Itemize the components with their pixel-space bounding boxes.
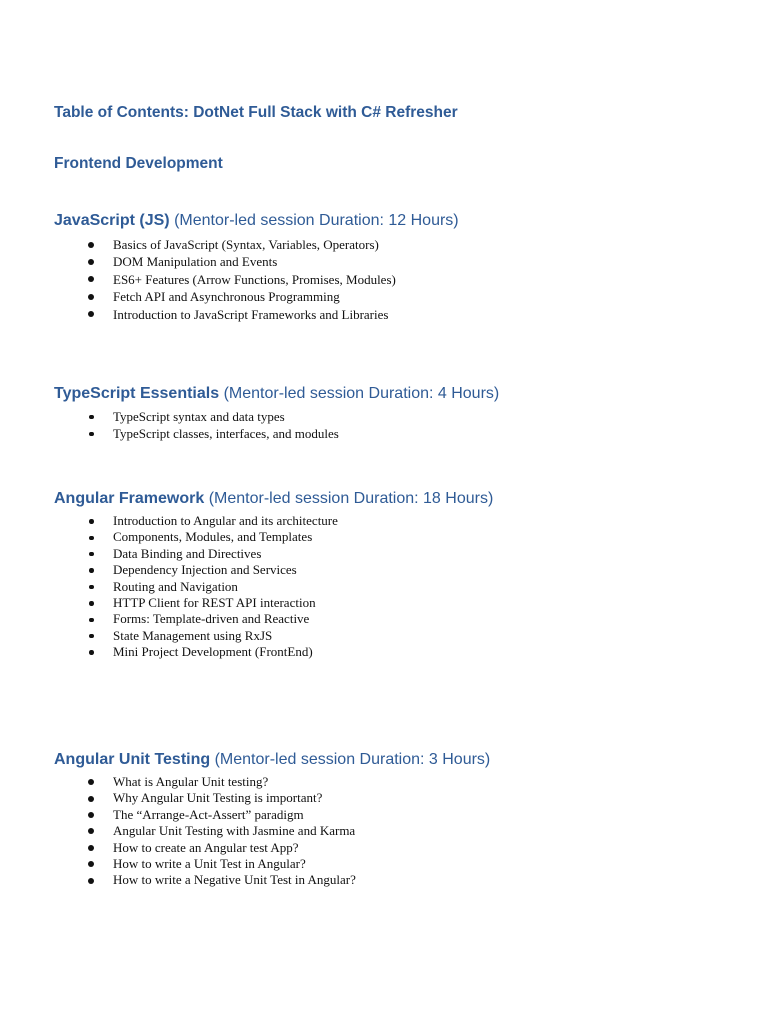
list-item [0,595,700,611]
bullet-icon [88,294,94,300]
list-item-text: Data Binding and Directives [113,545,262,561]
section-title: TypeScript Essentials [54,385,220,402]
bullet-icon [88,259,94,265]
bullet-icon [89,536,94,541]
list-item [0,807,700,823]
list-item [0,562,700,578]
list-item [0,579,700,595]
list-item [0,774,700,790]
bullet-icon [89,432,94,437]
list-item-text: Basics of JavaScript (Syntax, Variables, Operators) [113,237,379,252]
bullet-icon [88,796,94,802]
list-item-text: TypeScript syntax and data types [113,409,285,424]
section-title: JavaScript (JS) [54,212,170,229]
bullet-icon [89,650,94,655]
bullet-icon [89,585,94,590]
list-item-text: How to write a Unit Test in Angular? [113,855,306,871]
bullet-icon [89,519,94,524]
bullet-icon [89,618,94,623]
list-item [0,425,700,442]
list-item-text: Forms: Template-driven and Reactive [113,611,310,627]
list-item-text: State Management using RxJS [113,627,273,643]
list-item [0,856,700,872]
section-heading-angular-unit-testing [54,751,490,769]
list-item-text: What is Angular Unit testing? [113,774,269,789]
list-item [0,628,700,644]
bullet-icon [89,568,94,573]
section-duration: (Mentor-led session Duration: 18 Hours) [208,490,494,507]
list-item-text: How to create an Angular test App? [113,839,299,855]
list-item [0,236,700,253]
section-duration: (Mentor-led session Duration: 3 Hours) [214,751,491,768]
list-item-text: Fetch API and Asynchronous Programming [113,289,340,305]
toc-title: Table of Contents: DotNet Full Stack with C# Refresher [54,104,458,121]
list-item [0,872,700,888]
list-item-text: How to write a Negative Unit Test in Angular? [113,872,356,888]
list-item-text: Components, Modules, and Templates [113,529,313,545]
list-item [0,271,700,288]
frontend-heading: Frontend Development [54,155,223,172]
list-item [0,529,700,545]
bullet-icon [89,601,94,606]
bullet-icon [88,311,94,317]
list-item-text: TypeScript classes, interfaces, and modules [113,426,339,441]
list-item-text: Mini Project Development (FrontEnd) [113,644,313,660]
list-item-text: ES6+ Features (Arrow Functions, Promises, Modules) [113,271,396,287]
bullet-icon [89,415,94,420]
section-heading-angular [54,490,493,508]
bullet-icon [89,634,94,639]
list-item [0,644,700,660]
javascript-topic-list [0,236,700,323]
section-heading-javascript [54,212,459,230]
list-item-text: DOM Manipulation and Events [113,254,278,270]
list-item [0,306,700,323]
list-item-text: Why Angular Unit Testing is important? [113,790,323,806]
section-duration: (Mentor-led session Duration: 12 Hours) [174,212,459,229]
list-item-text: Introduction to JavaScript Frameworks and Libraries [113,306,389,322]
angular-topic-list [0,513,700,661]
bullet-icon [89,552,94,557]
list-item [0,288,700,305]
list-item [0,611,700,627]
list-item-text: The “Arrange-Act-Assert” paradigm [113,806,304,822]
list-item [0,253,700,270]
bullet-icon [88,276,94,282]
bullet-icon [88,779,94,785]
typescript-topic-list [0,408,700,442]
list-item [0,790,700,806]
list-item [0,823,700,839]
bullet-icon [88,878,94,884]
section-heading-typescript [54,385,499,403]
list-item [0,546,700,562]
list-item-text: Introduction to Angular and its architecture [113,513,338,528]
list-item-text: Dependency Injection and Services [113,562,297,578]
angular-unit-testing-topic-list [0,774,700,889]
list-item-text: HTTP Client for REST API interaction [113,594,316,610]
list-item-text: Angular Unit Testing with Jasmine and Karma [113,823,356,839]
bullet-icon [88,812,94,818]
list-item [0,513,700,529]
bullet-icon [88,861,94,867]
section-title: Angular Unit Testing [54,751,211,768]
section-duration: (Mentor-led session Duration: 4 Hours) [223,385,500,402]
bullet-icon [88,242,94,248]
bullet-icon [88,845,94,851]
list-item-text: Routing and Navigation [113,578,238,594]
list-item [0,408,700,425]
section-title: Angular Framework [54,490,205,507]
list-item [0,840,700,856]
bullet-icon [88,828,94,834]
